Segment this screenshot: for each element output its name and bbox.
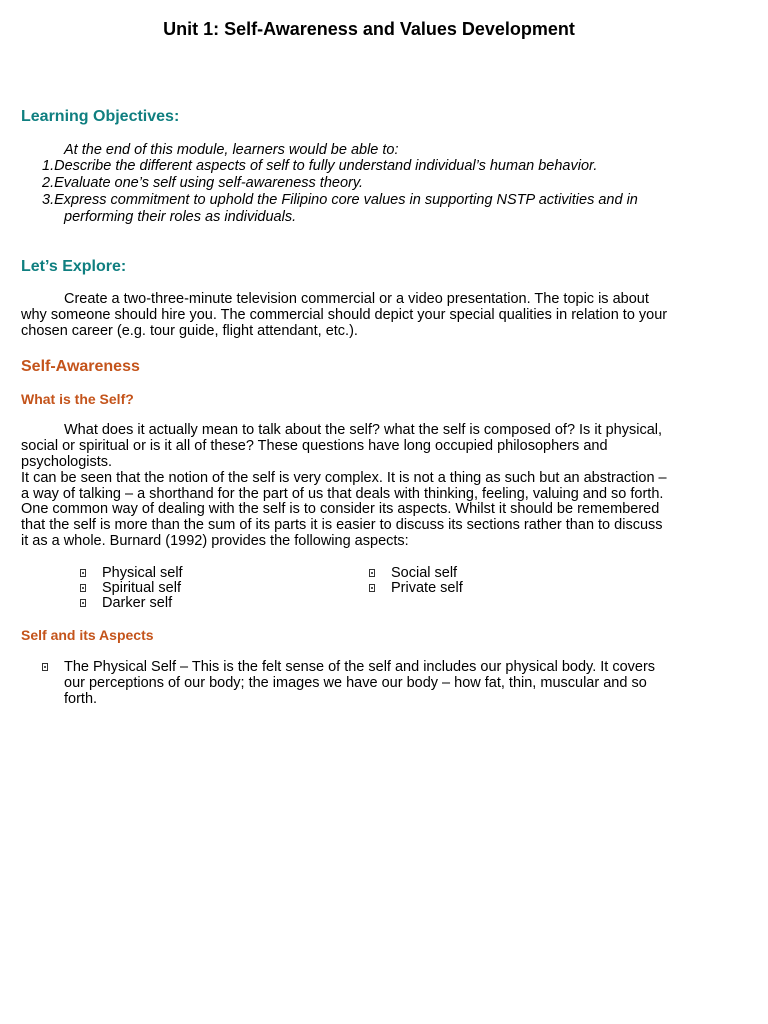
self-para2-line-5: it as a whole. Burnard (1992) provides the following aspects:: [21, 533, 409, 549]
what-is-self-heading: What is the Self?: [21, 391, 134, 407]
self-para2-line-2: a way of talking – a shorthand for the part of us that deals with thinking, feeling, valuing and so forth.: [21, 486, 664, 502]
lets-explore-heading: Let’s Explore:: [21, 258, 127, 275]
bullet-icon: [80, 584, 86, 592]
self-para1-line-1: What does it actually mean to talk about the self? what the self is composed of? Is it physical,: [64, 422, 663, 438]
learning-objectives-heading: Learning Objectives:: [21, 108, 180, 125]
physical-self-line-2: our perceptions of our body; the images we have our body – how fat, thin, muscular and so: [64, 675, 647, 691]
aspect-physical-self: Physical self: [102, 565, 183, 581]
explore-line-2: why someone should hire you. The commercial should depict your special qualities in relation to your: [21, 307, 668, 323]
self-para2-line-3: One common way of dealing with the self is to consider its aspects. Whilst it should be remembered: [21, 501, 660, 517]
bullet-icon: [42, 663, 48, 671]
explore-line-3: chosen career (e.g. tour guide, flight attendant, etc.).: [21, 323, 358, 339]
self-para1-line-3: psychologists.: [21, 454, 113, 470]
bullet-icon: [80, 569, 86, 577]
objectives-intro: At the end of this module, learners would be able to:: [64, 142, 399, 158]
physical-self-line-3: forth.: [64, 691, 98, 707]
self-and-aspects-heading: Self and its Aspects: [21, 627, 154, 643]
objective-item-1: 1.Describe the different aspects of self to fully understand individual’s human behavior.: [42, 158, 598, 174]
aspect-darker-self: Darker self: [102, 595, 173, 611]
self-awareness-heading: Self-Awareness: [21, 358, 140, 375]
self-para2-line-1: It can be seen that the notion of the self is very complex. It is not a thing as such but an abstraction –: [21, 470, 667, 486]
bullet-icon: [369, 584, 375, 592]
aspect-social-self: Social self: [391, 565, 458, 581]
bullet-icon: [80, 599, 86, 607]
self-para1-line-2: social or spiritual or is it all of these? These questions have long occupied philosophers and: [21, 438, 608, 454]
self-para2-line-4: that the self is more than the sum of its parts it is easier to discuss its sections rather than to discuss: [21, 517, 663, 533]
objective-item-3: 3.Express commitment to uphold the Filipino core values in supporting NSTP activities and in: [42, 192, 638, 208]
objective-item-2: 2.Evaluate one’s self using self-awareness theory.: [42, 175, 364, 191]
explore-line-1: Create a two-three-minute television commercial or a video presentation. The topic is about: [64, 291, 649, 307]
page-title: Unit 1: Self-Awareness and Values Development: [163, 19, 575, 39]
aspect-private-self: Private self: [391, 580, 463, 596]
physical-self-line-1: The Physical Self – This is the felt sense of the self and includes our physical body. It covers: [64, 659, 656, 675]
objective-item-3-continued: performing their roles as individuals.: [64, 209, 297, 225]
bullet-icon: [369, 569, 375, 577]
aspect-spiritual-self: Spiritual self: [102, 580, 181, 596]
